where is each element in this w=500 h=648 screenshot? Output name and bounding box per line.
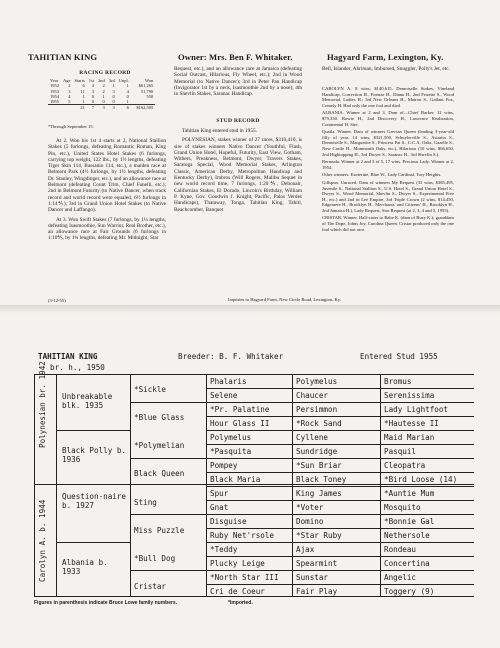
racing-record-table	[48, 78, 155, 111]
owner: Owner: Mrs. Ben F. Whitaker.	[178, 52, 293, 62]
pedigree-gen5: King James	[296, 489, 342, 498]
cell: 0	[91, 99, 95, 105]
pedigree-gen4: Plucky Leige	[210, 559, 265, 568]
rule-gen3	[130, 514, 206, 515]
cell: 4	[68, 93, 71, 99]
farm: Hagyard Farm, Lexington, Ky.	[327, 52, 444, 62]
rule-gen1	[56, 374, 57, 596]
pedigree-birth: br. h., 1950	[50, 363, 105, 372]
pedigree-gen6: Mosquito	[384, 503, 421, 512]
cell: 1953	[50, 88, 59, 94]
rule-row	[206, 500, 474, 501]
pedigree-gen6: Nethersole	[384, 531, 430, 540]
pedigree-gen4: Disguise	[210, 517, 247, 526]
paragraph: CRISTAR. Winner. Half-sister to Babe K. (dam of Buzy K.); granddam of The Dope, Johns Joy, Carolina Queen. Cristar produced only the one foal which did not race.	[322, 215, 454, 232]
rule-gen2	[56, 430, 130, 431]
rule-gen3	[130, 458, 206, 459]
page-fold	[0, 305, 500, 313]
pedigree-gen3: *Blue Glass	[134, 413, 185, 422]
cell: 3	[91, 88, 95, 94]
pedigree-gen6: *Auntie Mum	[384, 489, 435, 498]
cell: 0	[91, 93, 95, 99]
col-head: Won	[144, 78, 154, 83]
col-head: 2nd	[98, 78, 105, 83]
rule-gen3-v	[206, 374, 207, 596]
cell: 4	[126, 88, 129, 94]
pedigree-gen4: *Pasquita	[210, 447, 252, 456]
pedigree-gen6: Serenissima	[384, 391, 435, 400]
pedigree-gen6: Maid Marian	[384, 433, 435, 442]
pedigree-gen4: Selene	[210, 391, 238, 400]
pedigree-sire: Polynesian br. 1942	[38, 361, 47, 448]
col-head: Year	[50, 78, 59, 83]
pedigree-gen4: Cri de Coeur	[210, 587, 265, 596]
pedigree-gen4: Spur	[210, 489, 229, 498]
pedigree-gen2: Unbreakable blk. 1935	[62, 392, 113, 410]
rule-top	[34, 374, 474, 375]
pedigree-gen4: *Pr. Palatine	[210, 405, 270, 414]
cell: 2	[102, 83, 105, 89]
pedigree-dam: Carolyn A. b. 1944	[38, 499, 47, 582]
rule-row	[206, 486, 474, 487]
column-3	[322, 66, 454, 75]
pedigree-gen6: *Hautesse II	[384, 419, 439, 428]
cell: 1	[102, 93, 105, 99]
paragraph: ALBANIA. Winner at 2 and 3. Dam of—Chief Barker. 12 wins, $79,350. Bowie H., 2nd Discovery H., Lawrence Realization, Continental H. Sire.	[322, 110, 454, 127]
inquiries: Inquiries to Hagyard Farm, New Circle Road, Lexington, Ky.	[228, 297, 341, 302]
pedigree-gen4: Black Maria	[210, 475, 261, 484]
pedigree-gen6: Pasquil	[384, 447, 417, 456]
cell: 3	[112, 88, 115, 94]
pedigree-gen5: Spearmint	[296, 559, 338, 568]
cell: $61,265	[138, 83, 154, 89]
rule-row	[206, 458, 474, 459]
stud-record-title: STUD RECORD	[216, 118, 260, 124]
col-head: Age	[63, 78, 71, 83]
pedigree-gen2: Question-naire b. 1927	[62, 492, 127, 510]
paragraph: Gillspun. Unraced. Dam of winners My Request (33 wins, $385,495, Juvenile S., National Stallion S., U.S. Hotel S., Grand Union Hotel S., Dwyer S., Wood Memorial, Shevlin S., Dwyer S., Experimental Free H., etc.) and 2nd in Lee Empire, 3rd Triple Crown (2 wins, $14,450, Edgemere H., Brooklyn H., Merchants' and Citizens' H., Brooklyn H., 2nd Jamaica H.), Lady Request, Star Request (at 2, 3, 4 and 5, 1955).	[322, 179, 454, 213]
cell: 5	[68, 99, 71, 105]
pedigree-horse: TAHITIAN KING	[38, 352, 98, 361]
racing-footnote: *Through September 15.	[48, 124, 94, 129]
paragraph: Request, etc.), and an allowance race at Jamaica (defeating Social Outcast, Hilarious, Fly Wheel, etc.); 2nd in Wood Memorial (to Native Dancer); 3rd in Peter Pan Handicap (Invigorator 1st by a neck, Isasmoothie 2nd by a nose); 4th in Shevlin Stakes, Saranac Handicap.	[174, 66, 302, 98]
cell: 0	[112, 99, 115, 105]
cell: 1952	[50, 83, 59, 89]
pedigree-gen4: Ruby Net'rsole	[210, 531, 275, 540]
pedigree-gen5: Fair Play	[296, 587, 338, 596]
cell: 21	[80, 105, 85, 111]
pedigree-gen5: Domino	[296, 517, 324, 526]
rule-left	[34, 374, 35, 596]
pedigree-footnote: Figures in parenthesis indicate Bruce Lowe family numbers.	[34, 600, 178, 606]
pedigree-gen2: Albania b. 1933	[62, 558, 108, 576]
pedigree-gen5: Black Toney	[296, 475, 347, 484]
rule-gen2-v	[130, 374, 131, 596]
rule-row	[206, 584, 474, 585]
column-1	[48, 138, 166, 245]
paragraph: At 3. Won Swift Stakes (7 furlongs, by 1¼ lengths, defeating Isasmoothie, Sun Warrior, Real Brother, etc.), an allowance race at Fair Grounds (6 furlongs in 1:10⅘, by 1¾ lengths, defeating Mr. Midnight, Star	[48, 216, 166, 242]
cell: 550	[146, 93, 154, 99]
rule-gen5-v	[380, 374, 381, 596]
pedigree-gen4: Pompey	[210, 461, 238, 470]
rule-mid	[34, 484, 474, 485]
cell: 1954	[50, 93, 59, 99]
pedigree-gen5: Chaucer	[296, 391, 329, 400]
pedigree-gen5: Sundridge	[296, 447, 338, 456]
rule-row	[206, 444, 474, 445]
cell	[61, 105, 73, 111]
pedigree-gen3: *Polymelian	[134, 441, 185, 450]
cell: 3	[102, 105, 105, 111]
rule-row	[206, 416, 474, 417]
cell: 2	[102, 88, 105, 94]
paragraph: POLYNESIAN, stakes winner of 27 races, $310,410, is sire of stakes winners Native Dancer (Youthful, Flash, Grand Union Hotel, Hopeful, Futurity, East View, Gotham, Withers, Preakness, Belmont, Dwyer, Travers Stakes, Saratoga Special, Wood Memorial Stakes, Arlington Classic, American Derby, Metropolitan Handicap and Kentucky Derby), Imbros (Will Rogers, Malibu Sequet in new world record time, 7 furlongs, 1:20⅘, Debonair, Californian Stakes, El Dorado, Lincoln's Birthday, William P. Kyne, Gov. Goodwin J. Knight, Pacific, Palos Verdes Handicaps), Thataway, Tonga, Tahitian King, Tahiti, Beachcomber, Banquet	[174, 137, 302, 213]
pedigree-gen6: Cleopatra	[384, 461, 426, 470]
pedigree-gen6: *Bonnie Gal	[384, 517, 435, 526]
cell: $162,505	[136, 105, 154, 111]
pedigree-gen5: *Sun Briar	[296, 461, 342, 470]
pedigree-gen5: Polymelus	[296, 377, 338, 386]
horse-name: TAHITIAN KING	[28, 52, 98, 62]
rule-row	[206, 388, 474, 389]
code: (3-12-55)	[48, 298, 66, 303]
rule-gen3	[130, 402, 206, 403]
stud-record	[174, 128, 302, 216]
pedigree-gen3: Black Queen	[134, 469, 185, 478]
paragraph: At 2. Won his 1st 4 starts at 2, National Stallion Stakes (5 furlongs, defeating Romantic Roman, King Pin, etc.), United States Hotel Stakes (6 furlongs, carrying top weight, 122 lbs., by 1½ lengths, defeating Tiger Skin 114, Bassanio 114, etc.), a maiden race at Belmont Park (4½ furlongs, by 1½ lengths, defeating Dr. Stanley, Wingdinger, etc.), and an allowance race at Belmont (defeating Count Trim, Chief Fanelli, etc.); 2nd in Belmont Futurity (to Native Dancer, when track record and world record were equaled, 6½ furlongs in 1:14⅘); 3rd in Grand Union Hotel Stakes (to Native Dancer and Laffango).	[48, 138, 166, 214]
cell: 1955	[50, 99, 59, 105]
cell: 1	[112, 83, 115, 89]
pedigree-gen5: Sunstar	[296, 573, 329, 582]
pedigree-gen3: *Sickle	[134, 385, 167, 394]
pedigree-gen6: Bromus	[384, 377, 412, 386]
cell: 7	[91, 105, 95, 111]
cell: 1	[82, 99, 85, 105]
rule-row	[206, 528, 474, 529]
paragraph: Other winners: Exeterine, Blue W., Lady Cardinal, Tory Heights.	[322, 172, 442, 178]
cell: 1	[126, 99, 129, 105]
cell: 11	[80, 88, 85, 94]
pedigree-gen6: Rondeau	[384, 545, 417, 554]
col-head: Starts	[74, 78, 85, 83]
pedigree-gen6: Toggery (9)	[384, 587, 435, 596]
rule-row	[206, 570, 474, 571]
pedigree-gen5: *Voter	[296, 503, 324, 512]
rule-bottom	[34, 596, 474, 597]
pedigree-gen4: Phalaris	[210, 377, 247, 386]
pedigree-breeder: Breeder: B. F. Whitaker	[178, 352, 284, 361]
cell: 51,790	[140, 88, 154, 94]
rule-gen3	[130, 570, 206, 571]
pedigree-gen5: Ajax	[296, 545, 315, 554]
pedigree-gen5: *Rock Sand	[296, 419, 342, 428]
pedigree-gen3: Cristar	[134, 582, 167, 591]
paragraph: Bermuda. Winner at 2 and 3 of 5, 17 wins. Precious Lady. Winner at 2, 1954.	[322, 159, 454, 170]
pedigree-gen4: *North Star III	[210, 573, 279, 582]
rule-row	[206, 514, 474, 515]
imported-note: *Imported.	[228, 600, 253, 606]
pedigree-gen5: Persimmon	[296, 405, 338, 414]
pedigree-gen3: Miss Puzzle	[134, 526, 185, 535]
pedigree-entered: Entered Stud 1955	[360, 352, 438, 361]
col-head: 3rd	[108, 78, 115, 83]
cell: 6	[82, 83, 85, 89]
pedigree-gen4: Gnat	[210, 503, 229, 512]
cell: 2	[68, 83, 71, 89]
cell: 0	[126, 93, 129, 99]
pedigree-gen6: Concertina	[384, 559, 430, 568]
rule-row	[206, 472, 474, 473]
paragraph: Tahitian King entered stud in 1955.	[182, 128, 257, 134]
cell: 0	[112, 93, 115, 99]
cell: 0	[102, 99, 105, 105]
cell: 1	[126, 83, 129, 89]
pedigree-gen2: Black Polly b. 1936	[62, 446, 127, 464]
racing-record-title: RACING RECORD	[79, 70, 131, 76]
cell: 3	[112, 105, 115, 111]
pedigree-gen3: *Bull Dog	[134, 554, 176, 563]
pedigree-gen6: Angelic	[384, 573, 417, 582]
pedigree-gen6: *Bird Loose (14)	[384, 475, 458, 484]
col-head: Unpl.	[118, 78, 129, 83]
rule-gen2	[56, 542, 130, 543]
column-2	[174, 66, 302, 100]
produce-record	[322, 86, 454, 234]
col-head: 1st	[88, 78, 95, 83]
rule-gen4-v	[292, 374, 293, 596]
pedigree-gen6: Lady Lightfoot	[384, 405, 449, 414]
pedigree-gen5: *Star Ruby	[296, 531, 342, 540]
pedigree-gen4: Hour Glass II	[210, 419, 270, 428]
cell: 6	[126, 105, 129, 111]
pedigree-gen4: Polymelus	[210, 433, 252, 442]
cell	[48, 105, 61, 111]
cell: 1	[82, 93, 85, 99]
cell: 4	[91, 83, 95, 89]
rule-row	[206, 402, 474, 403]
rule-row	[206, 542, 474, 543]
pedigree-gen4: *Teddy	[210, 545, 238, 554]
pedigree-gen5: Cyllene	[296, 433, 329, 442]
pedigree-gen3: Sting	[134, 498, 157, 507]
rule-row	[206, 556, 474, 557]
paragraph: Quaila. Winner. Dam of winners Grecian Queen (leading 3-year-old filly of year, 14 wins, $321,500, Schuylerville S., Astarita S., Demoiselle S., Marguerite S., Princess Pat S., C.C.A. Oaks, Gazelle S., New Castle H., Monmouth Oaks, etc.), Hilarious (10 wins, $66,650, 2nd Hightopping H., 3rd Dwyer S., Saranac H., 3rd Shevlin S.).	[322, 129, 454, 157]
rule-row	[206, 430, 474, 431]
cell: 3	[68, 88, 71, 94]
paragraph: Bell, Islander, Ahriman, Imbursed, Snuggler, Polly's Jet, etc.	[322, 66, 450, 72]
paragraph: CAROLYN A. 8 wins, $140,615. Demoiselle Stakes, Vineland Handicap, Correction H., Firenze H., Diana H., 2nd Frizette S., Wood Memorial, Ladies H.; 3rd New Orleans H., Matron S., Gallant Fox, Comely H. Had only the one foal and died.	[322, 86, 454, 108]
table-row-total	[48, 105, 155, 111]
